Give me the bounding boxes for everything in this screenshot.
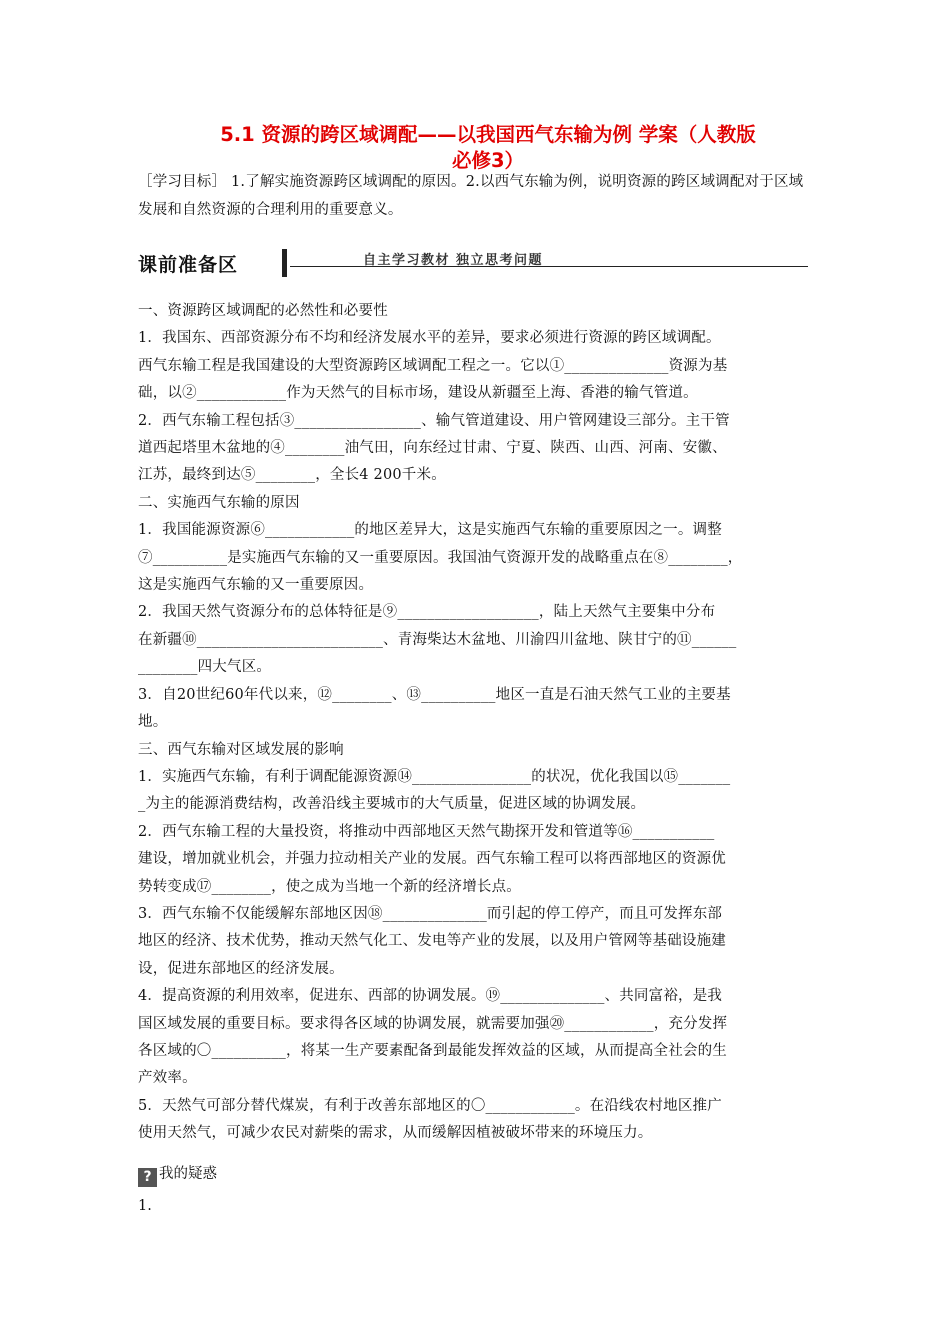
text-line: 2．我国天然气资源分布的总体特征是⑨___________________，陆上天然气主要集中分布 <box>138 604 716 621</box>
text-line: 4．提高资源的利用效率，促进东、西部的协调发展。⑲______________、共同富裕，是我 <box>138 988 723 1005</box>
text-line: 地区的经济、技术优势，推动天然气化工、发电等产业的发展，以及用户管网等基础设施建 <box>138 933 726 950</box>
text-line: 产效率。 <box>138 1070 197 1087</box>
text-line: 西气东输工程是我国建设的大型资源跨区域调配工程之一。它以①______________资源为基 <box>138 357 728 374</box>
text-line: 2．西气东输工程包括③_________________、输气管道建设、用户管网建设三部分。主干管 <box>138 412 730 429</box>
text-line: 1．我国能源资源⑥____________的地区差异大，这是实施西气东输的重要原因之一。调整 <box>138 522 722 539</box>
text-line: 使用天然气，可减少农民对薪柴的需求，从而缓解因植被破坏带来的环境压力。 <box>138 1125 653 1142</box>
text-line: 一、资源跨区域调配的必然性和必要性 <box>138 303 388 319</box>
my-doubts-heading <box>138 1162 217 1187</box>
text-line: 在新疆⑩_________________________、青海柴达木盆地、川渝四川盆地、陕甘宁的⑪______ <box>138 631 737 648</box>
text-line: _为主的能源消费结构，改善沿线主要城市的大气质量，促进区域的协调发展。 <box>138 796 646 813</box>
text-line: 势转变成⑰________，使之成为当地一个新的经济增长点。 <box>138 878 521 895</box>
text-line: 地。 <box>138 714 168 731</box>
title-line-2: 必修3） <box>451 149 525 172</box>
text-line: 国区域发展的重要目标。要求得各区域的协调发展，就需要加强⑳____________，充分发挥 <box>138 1015 728 1032</box>
text-line: 道西起塔里木盆地的④________油气田，向东经过甘肃、宁夏、陕西、山西、河南、安徽、 <box>138 440 727 457</box>
text-line: 各区域的〇__________，将某一生产要素配备到最能发挥效益的区域，从而提高全社会的生 <box>138 1042 727 1059</box>
text-line: ________四大气区。 <box>138 659 272 676</box>
text-line: 建设，增加就业机会，并强力拉动相关产业的发展。西气东输工程可以将西部地区的资源优 <box>138 851 726 868</box>
text-line: 3．自20世纪60年代以来，⑫________、⑬__________地区一直是石油天然气工业的主要基 <box>138 686 731 703</box>
text-line: 3．西气东输不仅能缓解东部地区因⑱______________而引起的停工停产，而且可发挥东部 <box>138 905 723 922</box>
my-doubts-label: 我的疑惑 <box>159 1166 217 1182</box>
page-title <box>138 122 838 174</box>
learning-objectives: ［学习目标］ 1.了解实施资源跨区域调配的原因。2.以西气东输为例，说明资源的跨区域调配对于区域发展和自然资源的合理利用的重要意义。 <box>138 174 804 218</box>
text-line: 5．天然气可部分替代煤炭，有利于改善东部地区的〇____________。在沿线农村地区推广 <box>138 1097 722 1114</box>
text-line: 2．西气东输工程的大量投资，将推动中西部地区天然气勘探开发和管道等⑯___________ <box>138 823 715 840</box>
text-line: 这是实施西气东输的又一重要原因。 <box>138 577 374 594</box>
question-icon: ? <box>138 1168 157 1187</box>
banner-subtitle: 自主学习教材 独立思考问题 <box>363 253 544 268</box>
title-line-1: 5.1 资源的跨区域调配——以我国西气东输为例 学案（人教版 <box>220 123 756 146</box>
text-line: 设，促进东部地区的经济发展。 <box>138 960 344 977</box>
text-line: 1．我国东、西部资源分布不均和经济发展水平的差异，要求必须进行资源的跨区域调配。 <box>138 330 721 347</box>
text-line: 三、西气东输对区域发展的影响 <box>138 741 344 758</box>
doubt-item-1: 1. <box>138 1198 152 1214</box>
text-line: 二、实施西气东输的原因 <box>138 494 300 511</box>
text-line: 1．实施西气东输，有利于调配能源资源⑭________________的状况，优化我国以⑮_______ <box>138 768 731 785</box>
text-line: ⑦__________是实施西气东输的又一重要原因。我国油气资源开发的战略重点在⑧________， <box>138 549 743 566</box>
worksheet-body <box>138 298 810 1148</box>
text-line: 础，以②____________作为天然气的目标市场，建设从新疆至上海、香港的输气管道。 <box>138 385 698 402</box>
section-banner <box>138 244 808 280</box>
banner-title: 课前准备区 <box>138 254 239 276</box>
banner-bar <box>282 249 287 277</box>
text-line: 江苏，最终到达⑤________，全长4 200千米。 <box>138 467 446 484</box>
